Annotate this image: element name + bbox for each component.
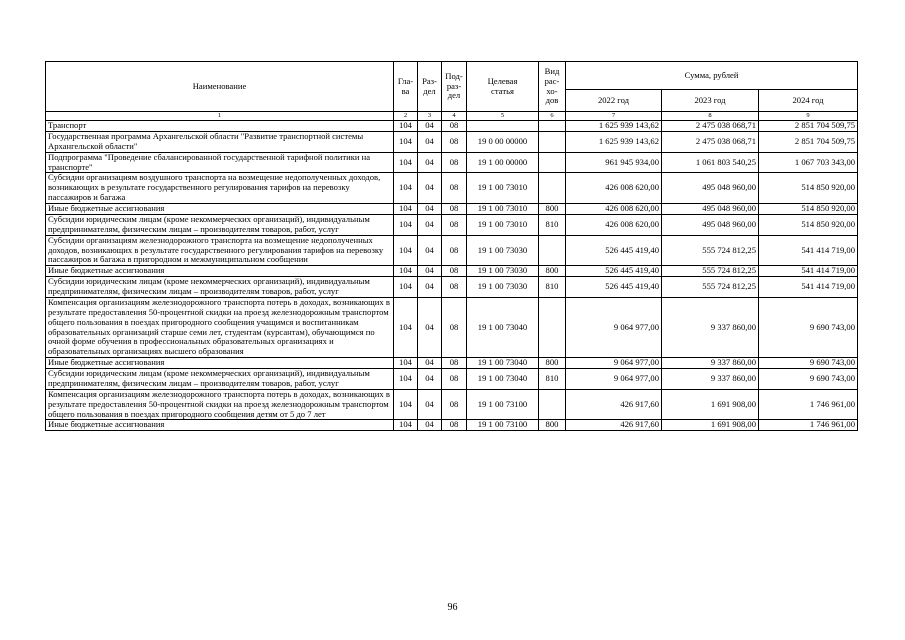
row-vid: 800 [539,420,566,431]
row-razdel: 04 [418,277,442,298]
table-row [46,214,858,235]
row-sum-2024: 2 851 704 509,75 [759,131,858,152]
table-header [46,62,858,121]
row-sum-2022: 426 008 620,00 [566,204,662,215]
row-podrazdel: 08 [442,358,467,369]
row-sum-2024: 514 850 920,00 [759,173,858,204]
table-row [46,131,858,152]
row-podrazdel: 08 [442,420,467,431]
row-podrazdel: 08 [442,204,467,215]
table-row [46,297,858,357]
table-row [46,204,858,215]
row-target: 19 1 00 73010 [467,204,539,215]
table-row [46,420,858,431]
table-row [46,266,858,277]
row-sum-2023: 555 724 812,25 [662,235,759,266]
row-sum-2022: 526 445 419,40 [566,266,662,277]
row-sum-2022: 9 064 977,00 [566,358,662,369]
row-sum-2022: 426 917,60 [566,389,662,420]
table-row [46,389,858,420]
header-vid: Вид рас- хо- дов [539,62,566,112]
row-podrazdel: 08 [442,369,467,390]
row-sum-2024: 9 690 743,00 [759,358,858,369]
row-sum-2024: 1 746 961,00 [759,420,858,431]
row-sum-2022: 1 625 939 143,62 [566,121,662,132]
row-name: Субсидии организациям железнодорожного транспорта на возмещение недополученных доходов, возникающих в результате государственного регулирования тарифов на перевозку пассажиров и багажа в пригородном и межмуниципальном сообщении [46,235,394,266]
row-razdel: 04 [418,204,442,215]
row-podrazdel: 08 [442,277,467,298]
row-sum-2022: 9 064 977,00 [566,297,662,357]
index-cell: 3 [418,112,442,121]
row-vid [539,389,566,420]
row-target: 19 1 00 73040 [467,297,539,357]
row-glava: 104 [394,121,418,132]
header-name: Наименование [46,62,394,112]
row-podrazdel: 08 [442,235,467,266]
row-name: Иные бюджетные ассигнования [46,358,394,369]
row-name: Иные бюджетные ассигнования [46,266,394,277]
row-sum-2023: 495 048 960,00 [662,173,759,204]
row-razdel: 04 [418,121,442,132]
row-sum-2023: 495 048 960,00 [662,214,759,235]
row-name: Компенсация организациям железнодорожного транспорта потерь в доходах, возникающих в результате предоставления 50-процентной скидки на проезд железнодорожным транспортом общего пользования в поездах пригородного сообщения учащимся и воспитанникам образовательных организаций старше семи лет, студентам (курсантам), обучающимся по очной форме обучения в профессиональных образовательных организациях и образовательных организациях высшего образования [46,297,394,357]
row-target: 19 1 00 00000 [467,152,539,173]
row-glava: 104 [394,277,418,298]
row-sum-2024: 541 414 719,00 [759,266,858,277]
row-vid: 810 [539,369,566,390]
row-sum-2022: 961 945 934,00 [566,152,662,173]
budget-table [45,61,858,431]
row-glava: 104 [394,297,418,357]
row-name: Субсидии юридическим лицам (кроме некоммерческих организаций), индивидуальным предпринимателям, физическим лицам – производителям товаров, работ, услуг [46,277,394,298]
row-name: Субсидии организациям воздушного транспорта на возмещение недополученных доходов, возникающих в результате государственного регулирования тарифов на перевозку пассажиров и багажа [46,173,394,204]
row-vid [539,173,566,204]
page-number: 96 [447,602,458,613]
row-glava: 104 [394,214,418,235]
row-vid: 810 [539,214,566,235]
row-razdel: 04 [418,214,442,235]
row-name: Субсидии юридическим лицам (кроме некоммерческих организаций), индивидуальным предпринимателям, физическим лицам – производителям товаров, работ, услуг [46,214,394,235]
row-vid [539,235,566,266]
index-cell: 2 [394,112,418,121]
row-sum-2022: 426 008 620,00 [566,214,662,235]
index-cell: 4 [442,112,467,121]
row-target: 19 1 00 73010 [467,214,539,235]
header-razdel: Раз- дел [418,62,442,112]
row-razdel: 04 [418,152,442,173]
header-podrazdel: Под- раз- дел [442,62,467,112]
table-row [46,152,858,173]
row-target: 19 1 00 73100 [467,420,539,431]
row-razdel: 04 [418,173,442,204]
row-razdel: 04 [418,389,442,420]
row-vid [539,121,566,132]
row-razdel: 04 [418,420,442,431]
index-cell: 6 [539,112,566,121]
header-target: Целевая статья [467,62,539,112]
index-cell: 1 [46,112,394,121]
index-cell: 5 [467,112,539,121]
row-target: 19 1 00 73040 [467,358,539,369]
header-glava: Гла- ва [394,62,418,112]
row-podrazdel: 08 [442,173,467,204]
row-sum-2023: 1 691 908,00 [662,389,759,420]
row-sum-2024: 9 690 743,00 [759,297,858,357]
row-sum-2023: 555 724 812,25 [662,277,759,298]
row-sum-2022: 1 625 939 143,62 [566,131,662,152]
row-name: Иные бюджетные ассигнования [46,420,394,431]
table-row [46,277,858,298]
row-target: 19 1 00 73010 [467,173,539,204]
header-year-2024: 2024 год [759,90,858,112]
row-podrazdel: 08 [442,152,467,173]
row-glava: 104 [394,420,418,431]
row-sum-2024: 514 850 920,00 [759,204,858,215]
row-sum-2024: 541 414 719,00 [759,235,858,266]
row-podrazdel: 08 [442,266,467,277]
row-sum-2023: 9 337 860,00 [662,358,759,369]
row-glava: 104 [394,204,418,215]
row-glava: 104 [394,369,418,390]
row-target: 19 1 00 73040 [467,369,539,390]
row-sum-2022: 426 008 620,00 [566,173,662,204]
index-cell: 9 [759,112,858,121]
header-year-2022: 2022 год [566,90,662,112]
row-glava: 104 [394,389,418,420]
row-sum-2024: 1 746 961,00 [759,389,858,420]
row-target: 19 1 00 73030 [467,277,539,298]
row-name: Транспорт [46,121,394,132]
row-glava: 104 [394,266,418,277]
row-vid: 800 [539,358,566,369]
row-sum-2022: 426 917,60 [566,420,662,431]
index-row [46,112,858,121]
row-glava: 104 [394,235,418,266]
row-podrazdel: 08 [442,297,467,357]
row-podrazdel: 08 [442,389,467,420]
row-target [467,121,539,132]
table-row [46,121,858,132]
row-sum-2022: 526 445 419,40 [566,235,662,266]
row-sum-2022: 9 064 977,00 [566,369,662,390]
row-sum-2024: 9 690 743,00 [759,369,858,390]
table-row [46,235,858,266]
row-sum-2023: 1 061 803 540,25 [662,152,759,173]
row-name: Субсидии юридическим лицам (кроме некоммерческих организаций), индивидуальным предпринимателям, физическим лицам – производителям товаров, работ, услуг [46,369,394,390]
row-name: Иные бюджетные ассигнования [46,204,394,215]
row-vid [539,131,566,152]
row-vid: 810 [539,277,566,298]
row-glava: 104 [394,152,418,173]
row-sum-2024: 514 850 920,00 [759,214,858,235]
row-name: Компенсация организациям железнодорожного транспорта потерь в доходах, возникающих в результате предоставления 50-процентной скидки на проезд железнодорожным транспортом общего пользования в поездах пригородного сообщения детям от 5 до 7 лет [46,389,394,420]
index-cell: 8 [662,112,759,121]
index-cell: 7 [566,112,662,121]
row-sum-2023: 495 048 960,00 [662,204,759,215]
row-sum-2023: 2 475 038 068,71 [662,121,759,132]
row-target: 19 1 00 73030 [467,266,539,277]
table-row [46,358,858,369]
row-sum-2023: 9 337 860,00 [662,369,759,390]
row-sum-2023: 1 691 908,00 [662,420,759,431]
row-sum-2024: 2 851 704 509,75 [759,121,858,132]
row-name: Государственная программа Архангельской области "Развитие транспортной системы Архангельской области" [46,131,394,152]
row-target: 19 1 00 73100 [467,389,539,420]
row-razdel: 04 [418,297,442,357]
table-body [46,121,858,431]
row-razdel: 04 [418,235,442,266]
row-glava: 104 [394,173,418,204]
row-razdel: 04 [418,131,442,152]
row-podrazdel: 08 [442,214,467,235]
row-glava: 104 [394,131,418,152]
row-vid [539,152,566,173]
row-razdel: 04 [418,358,442,369]
row-podrazdel: 08 [442,131,467,152]
row-vid: 800 [539,204,566,215]
row-sum-2023: 2 475 038 068,71 [662,131,759,152]
row-sum-2023: 555 724 812,25 [662,266,759,277]
row-sum-2022: 526 445 419,40 [566,277,662,298]
row-razdel: 04 [418,266,442,277]
header-year-2023: 2023 год [662,90,759,112]
row-target: 19 0 00 00000 [467,131,539,152]
row-sum-2024: 541 414 719,00 [759,277,858,298]
row-sum-2024: 1 067 703 343,00 [759,152,858,173]
row-name: Подпрограмма "Проведение сбалансированной государственной тарифной политики на транспорте" [46,152,394,173]
row-sum-2023: 9 337 860,00 [662,297,759,357]
row-razdel: 04 [418,369,442,390]
table-row [46,369,858,390]
row-target: 19 1 00 73030 [467,235,539,266]
table-row [46,173,858,204]
row-vid [539,297,566,357]
header-sum: Сумма, рублей [566,62,858,90]
row-podrazdel: 08 [442,121,467,132]
row-glava: 104 [394,358,418,369]
row-vid: 800 [539,266,566,277]
